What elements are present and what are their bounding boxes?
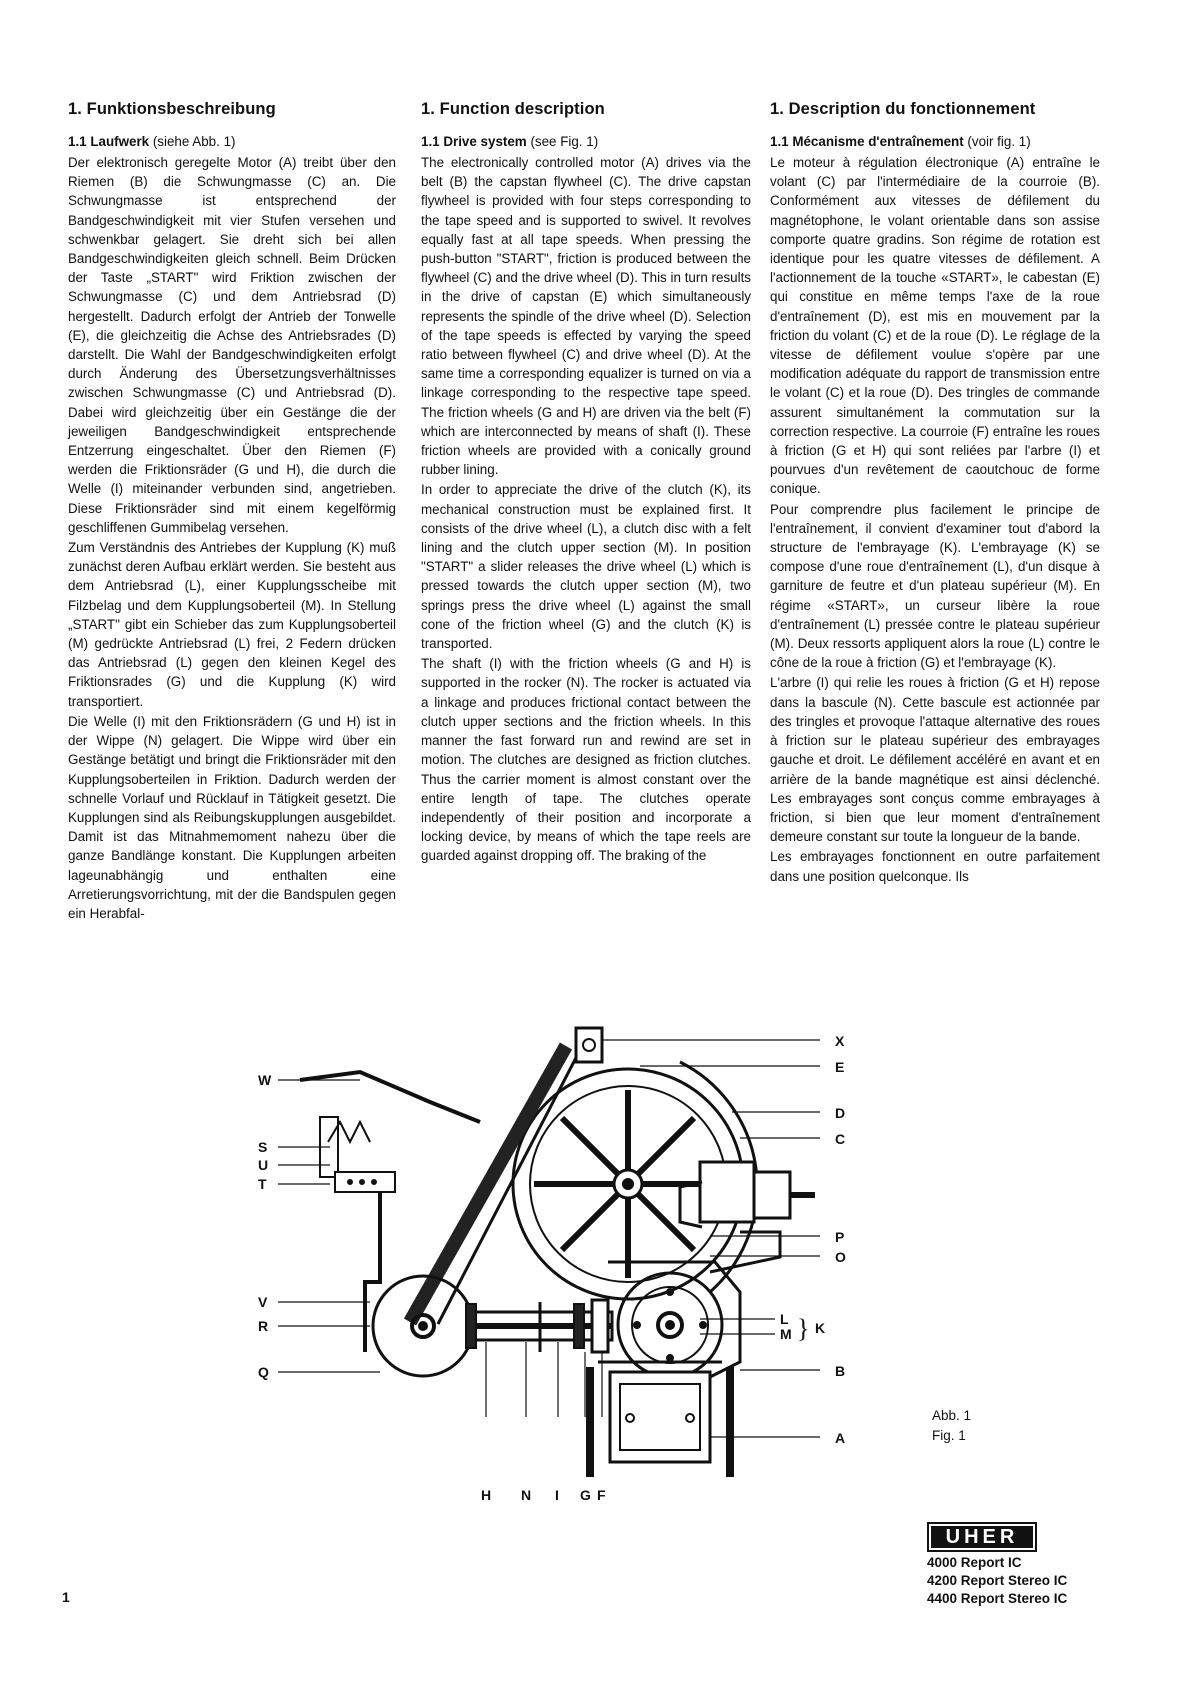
label-t: T [258, 1176, 267, 1192]
subheading-french-rest: (voir fig. 1) [963, 134, 1031, 149]
heading-german: 1. Funktionsbeschreibung [68, 100, 276, 118]
label-a: A [835, 1430, 846, 1446]
paragraph: Die Welle (I) mit den Friktionsrädern (G und H) ist in der Wippe (N) gelagert. Die Wippe wird über ein Gestänge betätigt und bringt die Friktionsräder mit den Kupplungsoberteilen in Friktion. Dadurch werden der schnelle Vorlauf und Rücklauf in Tätigkeit gesetzt. Die Kupplungen sind als Reibungskupplungen ausgebildet. Damit ist das Mitnahmemoment nahezu über die ganze Bandlänge konstant. Die Kupplungen arbeiten lageunabhängig und enthalten eine Arretierungsvorrichtung, mit der die Bandspulen gegen ein Herabfal- [68, 713, 396, 921]
figure-caption [932, 1406, 971, 1446]
subheading-german [68, 132, 396, 151]
heading-french: 1. Description du fonctionnement [770, 100, 1036, 118]
label-b: B [835, 1363, 846, 1379]
label-l: L [780, 1311, 789, 1327]
drive-system-diagram [240, 1022, 920, 1512]
label-i: I [555, 1487, 559, 1503]
label-e: E [835, 1059, 845, 1075]
label-m: M [780, 1326, 792, 1342]
paragraph: Pour comprendre plus facilement le principe de l'entraînement, il convient d'examiner tout d'abord la structure de l'embrayage (K). L'embrayage (K) se compose d'une roue d'entraînement (L), d'un disque à garniture de feutre et d'un plateau supérieur (M). En régime «START», un curseur libère la roue d'entraînement (L) pressée contre le plateau supérieur (M). Deux ressorts appliquent alors la roue (L) contre le cône de la roue à friction (G) et l'embrayage (K). [770, 501, 1100, 671]
paragraph: Les embrayages fonctionnent en outre parfaitement dans une position quelconque. Ils [770, 849, 1100, 884]
label-q: Q [258, 1364, 269, 1380]
page-number: 1 [62, 1589, 70, 1605]
label-v: V [258, 1294, 268, 1310]
subheading-german-bold: 1.1 Laufwerk [68, 134, 150, 149]
heading-english: 1. Function description [421, 100, 605, 118]
label-c: C [835, 1131, 846, 1147]
column-french [770, 98, 1100, 887]
motor-a [610, 1372, 710, 1462]
paragraph: In order to appreciate the drive of the clutch (K), its mechanical construction must be explained first. It consists of the drive wheel (L), a clutch disc with a felt lining and the clutch upper section (M). In position "START" a slider releases the drive wheel (L) which is pressed towards the clutch upper section (M), two springs press the drive wheel (L) against the small cone of the friction wheel (G) and the clutch (K) is transported. [421, 482, 751, 652]
paragraph: The shaft (I) with the friction wheels (G and H) is supported in the rocker (N). The rocker is actuated via a linkage and produces frictional contact between the clutch upper sections and the friction wheels. In this manner the fast forward run and rewind are set in motion. The clutches are designed as friction clutches. Thus the carrier moment is almost constant over the entire length of tape. The clutches operate independently of their position and incorporate a locking device, by means of which the tape reels are guarded against dropping off. The braking of the [421, 656, 751, 864]
label-k: K [815, 1320, 826, 1336]
paragraph: The electronically controlled motor (A) drives via the belt (B) the capstan flywheel (C). The drive capstan flywheel is provided with four steps corresponding to the tape speed and is supported to swivel. It revolves equally fast at all tape speeds. When pressing the push-button "START", friction is produced between the flywheel (C) and the drive wheel (D). This in turn results in the drive of capstan (E) which simultaneously represents the spindle of the drive wheel (D). Selection of the tape speeds is effected by varying the speed ratio between flywheel (C) and drive wheel (D). At the same time a corresponding equalizer is turned on via a linkage corresponding to the respective tape speed. The friction wheels (G and H) are driven via the belt (F) which are interconnected by means of shaft (I). These friction wheels are provided with a conically ground rubber lining. [421, 155, 751, 478]
paragraph: Der elektronisch geregelte Motor (A) treibt über den Riemen (B) die Schwungmasse (C) an. Die Schwungmasse ist entsprechend der Bandgeschwindigkeit mit vier Stufen versehen und schwenkbar gelagert. Sie dreht sich bei allen Bandgeschwindigkeiten gleich schnell. Beim Drücken der Taste „START" wird Friktion zwischen der Schwungmasse (C) und dem Antriebsrad (D) hergestellt. Dadurch erfolgt der Antrieb der Tonwelle (E), die gleichzeitig die Achse des Antriebsrades (D) darstellt. Die Wahl der Bandgeschwindigkeiten erfolgt durch Änderung des Übersetzungsverhältnisses zwischen Schwungmasse (C) und Antriebsrad (D). Dabei wird gleichzeitig über ein Gestänge die der jeweiligen Bandgeschwindigkeit entsprechende Entzerrung eingeschaltet. Über den Riemen (F) werden die Friktionsräder (G und H), die durch die Welle (I) miteinander verbunden sind, angetrieben. Diese Friktionsräder sind mit einem kegelförmig geschliffenen Gummibelag versehen. [68, 155, 396, 535]
label-u: U [258, 1157, 269, 1173]
label-h: H [481, 1487, 492, 1503]
model-item: 4200 Report Stereo IC [927, 1573, 1068, 1588]
label-p: P [835, 1229, 845, 1245]
column-english [421, 98, 751, 867]
brace-icon: } [797, 1314, 810, 1343]
label-r: R [258, 1318, 269, 1334]
subheading-english [421, 132, 751, 151]
model-item: 4000 Report IC [927, 1555, 1022, 1570]
paragraph: Le moteur à régulation électronique (A) entraîne le volant (C) par l'intermédiaire de la courroie (B). Conformément aux vitesses de défilement du magnétophone, le volant orientable dans son assise comporte quatre gradins. Son régime de rotation est identique pour les quatre vitesses de défilement. A l'actionnement de la touche «START», le cabestan (E) qui constitue en même temps l'axe de la roue d'entraînement (D), est mis en mouvement par la friction du volant (C) et de la roue (D). Le réglage de la vitesse de défilement voulue s'opère par une modification adéquate du rapport de transmission entre le volant (C) et la roue (D). Des tringles de commande assurent simultanément la commutation sur la correction respective. La courroie (F) entraîne les roues à friction (G et H) qui sont reliées par l'arbre (I) et pourvues d'un revêtement de caoutchouc de forme conique. [770, 155, 1100, 497]
model-item: 4400 Report Stereo IC [927, 1591, 1068, 1606]
label-d: D [835, 1105, 846, 1121]
model-list [927, 1554, 1067, 1608]
label-o: O [835, 1249, 846, 1265]
subheading-french [770, 132, 1100, 151]
uher-logo: UHER [927, 1522, 1037, 1552]
subheading-english-rest: (see Fig. 1) [526, 134, 599, 149]
label-w: W [258, 1072, 272, 1088]
label-s: S [258, 1139, 268, 1155]
caption-english: Fig. 1 [932, 1428, 966, 1443]
flywheel-c [700, 1162, 754, 1222]
column-german [68, 98, 396, 924]
caption-german: Abb. 1 [932, 1408, 972, 1423]
subheading-french-bold: 1.1 Mécanisme d'entraînement [770, 134, 964, 149]
label-n: N [521, 1487, 532, 1503]
paragraph: Zum Verständnis des Antriebes der Kupplung (K) muß zunächst deren Aufbau erklärt werden. Sie besteht aus dem Antriebsrad (L), einer Kupplungsscheibe mit Filzbelag und dem Kupplungsoberteil (M). In Stellung „START" gibt ein Schieber das zum Kupplungsoberteil (M) gedrückte Antriebsrad (L) frei, 2 Federn drücken das Antriebsrad (L) gegen den kleinen Kegel des Friktionsrades (G) und die Kupplung (K) wird transportiert. [68, 540, 396, 709]
label-f: F [597, 1487, 606, 1503]
label-x: X [835, 1033, 845, 1049]
paragraph: L'arbre (I) qui relie les roues à friction (G et H) repose dans la bascule (N). Cette bascule est actionnée par des tringles et provoque l'attaque alternative des roues à friction sur le plateau supérieur des embrayages gauche et droit. Le défilement accéléré en avant et en arrière de la bande magnétique est ainsi déclenché. Les embrayages sont conçus comme embrayages à friction, si bien que leur moment d'entraînement demeure constant sur toute la longueur de la bande. [770, 675, 1100, 845]
label-g: G [580, 1487, 591, 1503]
subheading-english-bold: 1.1 Drive system [421, 134, 527, 149]
subheading-german-rest: (siehe Abb. 1) [149, 134, 236, 149]
